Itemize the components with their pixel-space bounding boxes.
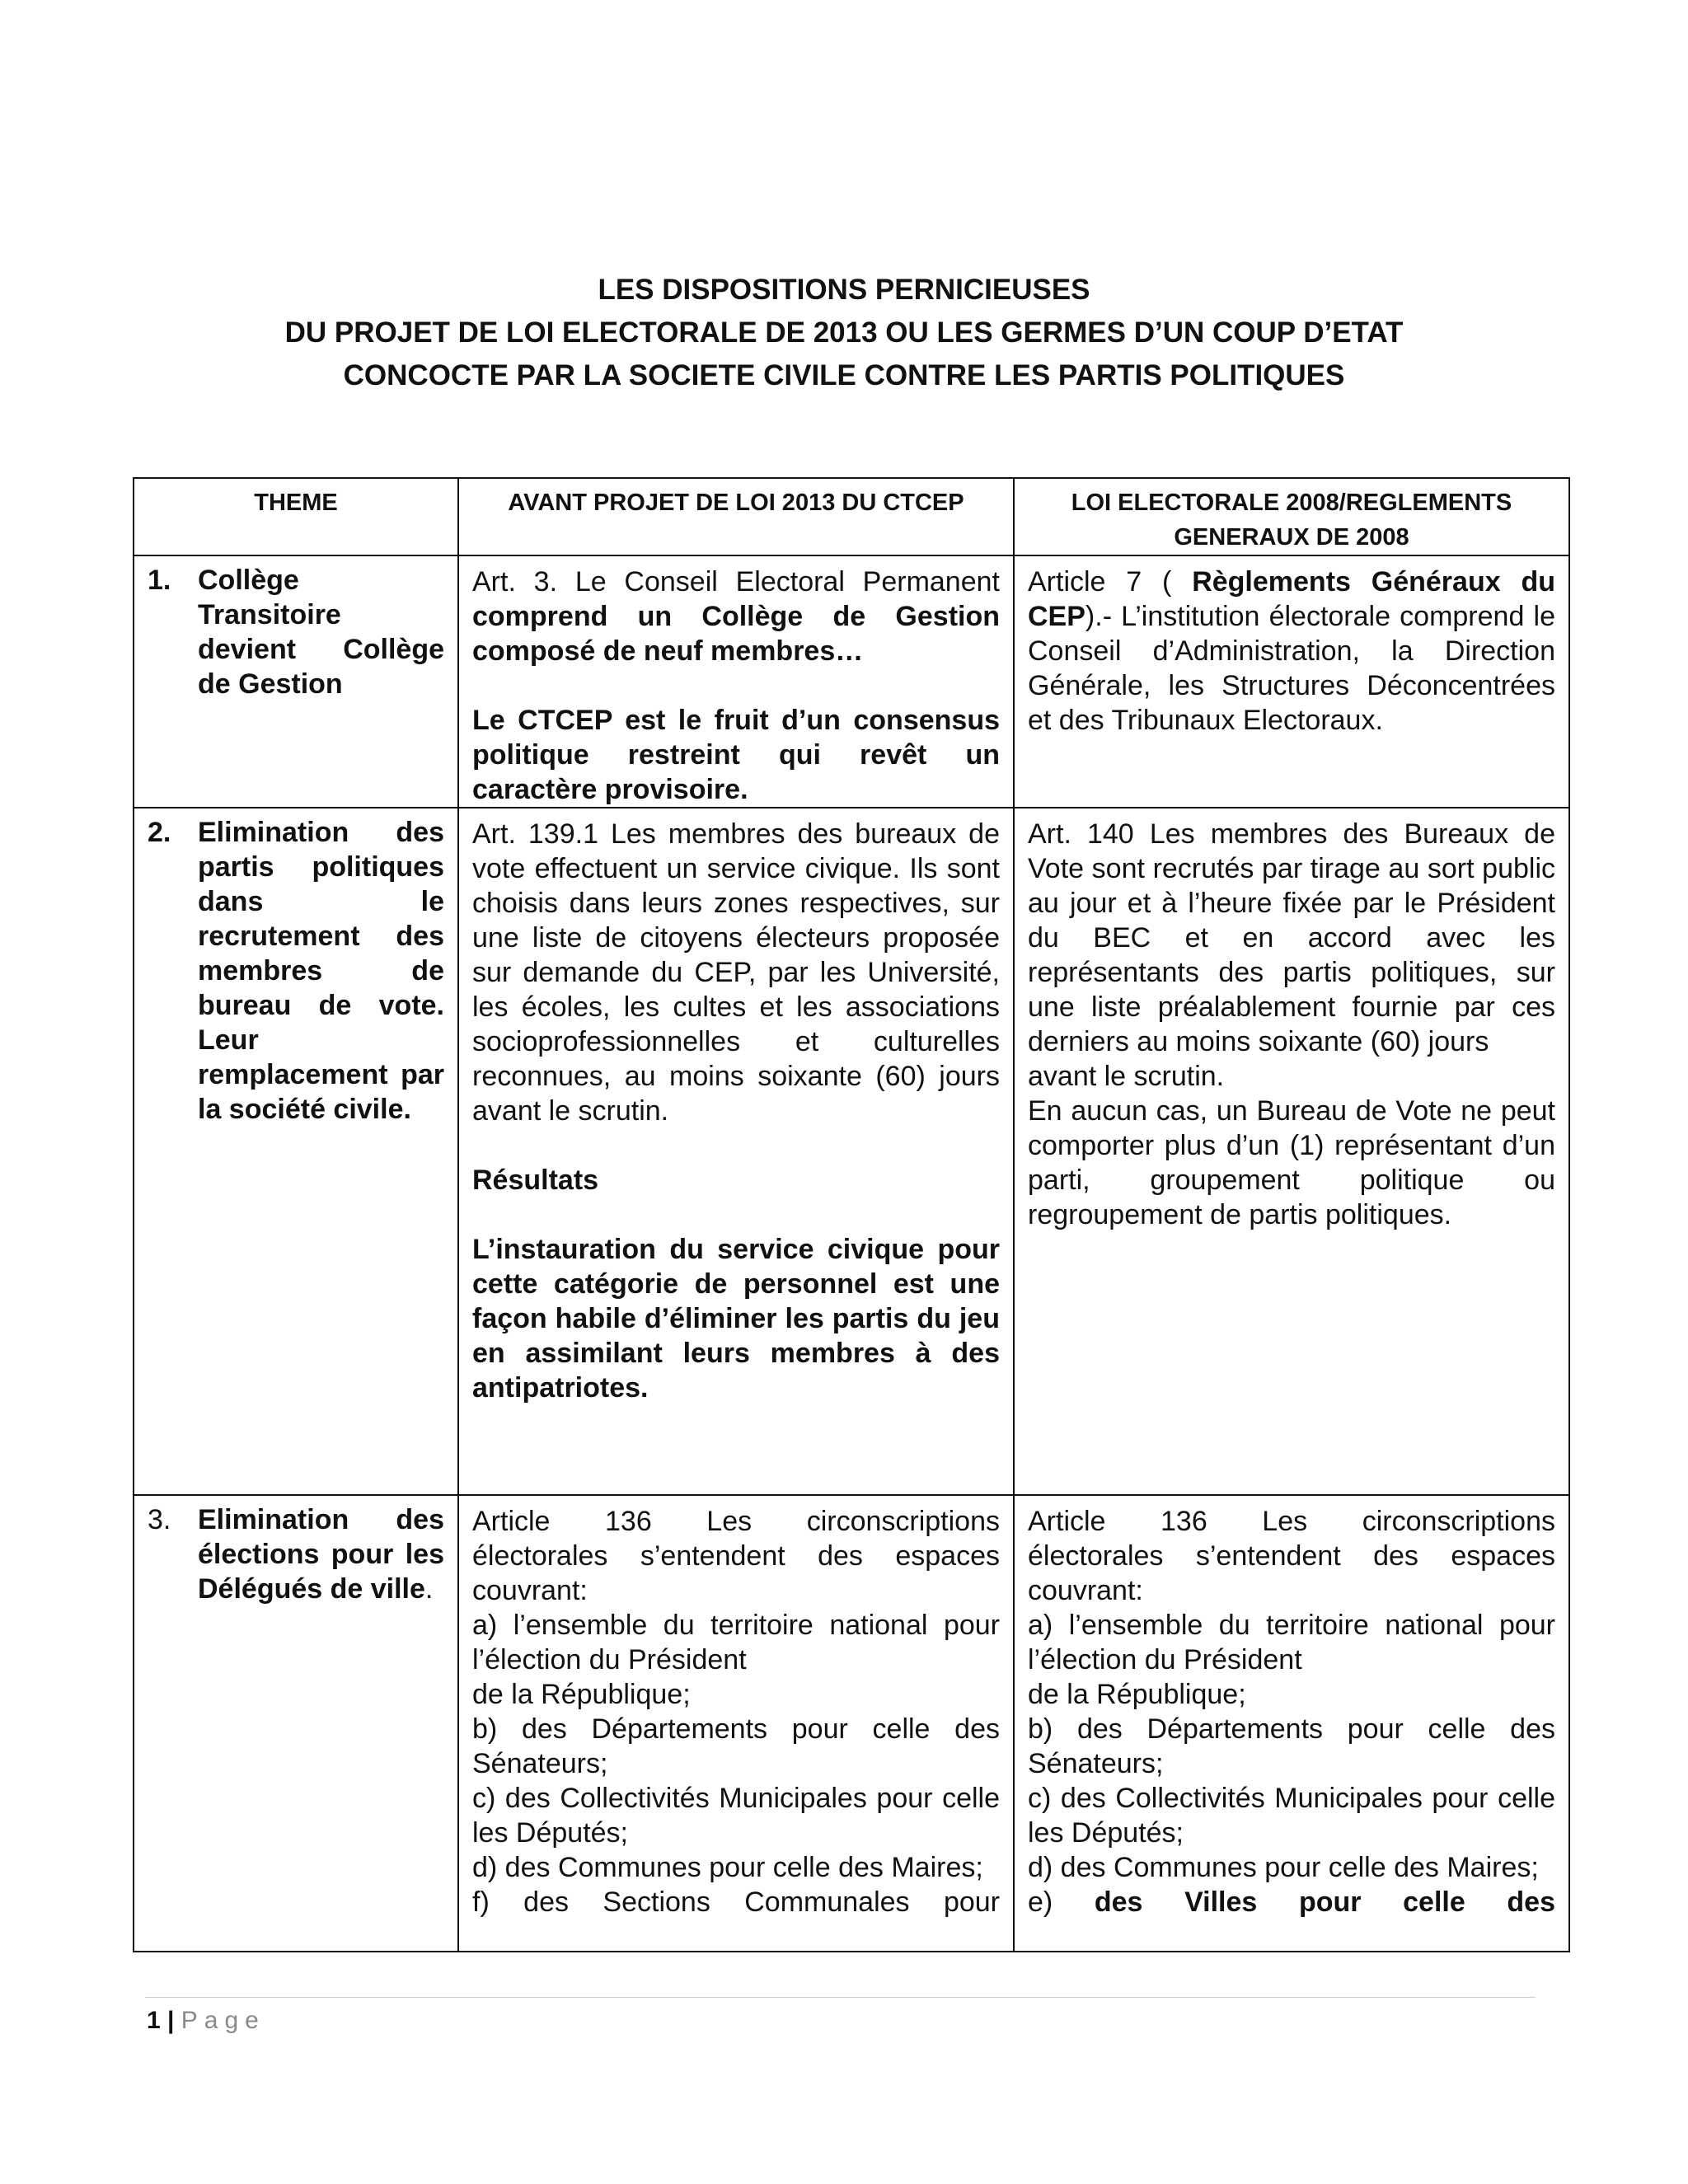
loi-paragraph: En aucun cas, un Bureau de Vote ne peut comporter plus d’un (1) représentant d’un parti, groupement politique ou regroupement de partis politiques. [1028, 1095, 1555, 1230]
loi-text: ).- L’institution électorale comprend le Conseil d’Administration, la Direction Générale, les Structures Déconcentrées et des Tribunaux Electoraux. [1028, 601, 1555, 736]
header-row [134, 478, 1569, 555]
loi-paragraph: Art. 140 Les membres des Bureaux de Vote sont recrutés par tirage au sort public au jour et à l’heure fixée par le Président du BEC et en accord avec les représentants des partis politiques, sur une liste préalablement fournie par ces derniers au moins soixante (60) jours [1028, 818, 1555, 1057]
loi-text: Article 7 ( [1028, 566, 1193, 598]
list-item-prefix: e) [1028, 1886, 1095, 1918]
list-item: d) des Communes pour celle des Maires; [1028, 1852, 1539, 1883]
results-heading: Résultats [472, 1165, 599, 1196]
list-item: Article 136 Les circonscriptions électorales s’entendent des espaces couvrant: [1028, 1506, 1555, 1606]
table-row [134, 808, 1569, 1495]
avant-text-bold: comprend un Collège de Gestion composé de neuf membres… [472, 601, 1000, 667]
page-label: Page [181, 2007, 265, 2034]
list-item: Article 136 Les circonscriptions électorales s’entendent des espaces couvrant: [472, 1506, 1000, 1606]
title-line-1: LES DISPOSITIONS PERNICIEUSES [598, 274, 1090, 306]
list-item: de la République; [1028, 1679, 1246, 1710]
loi-cell [1014, 1495, 1569, 1952]
loi-paragraph [1028, 565, 1555, 738]
footer-divider [145, 1997, 1536, 1998]
avant-text: Art. 3. Le Conseil Electoral Permanent [472, 566, 1000, 598]
avant-paragraph-bold: L’instauration du service civique pour cette catégorie de personnel est une façon habile d’éliminer les partis du jeu en assimilant leurs membres à des antipatriotes. [472, 1234, 1000, 1404]
list-item: c) des Collectivités Municipales pour celle les Députés; [1028, 1783, 1555, 1849]
list-item: a) l’ensemble du territoire national pour l’élection du Président [1028, 1610, 1555, 1675]
header-loi-electorale: LOI ELECTORALE 2008/REGLEMENTS GENERAUX DE 2008 [1014, 478, 1569, 555]
list-item: d) des Communes pour celle des Maires; [472, 1852, 983, 1883]
loi-paragraph: avant le scrutin. [1028, 1061, 1225, 1092]
theme-text: Elimination des élections pour les Délégués de ville [198, 1504, 444, 1605]
list-item [1028, 1885, 1555, 1919]
avant-paragraph-bold: Le CTCEP est le fruit d’un consensus politique restreint qui revêt un caractère provisoire. [472, 705, 1000, 805]
theme-text: Collège Transitoire devient Collège de Gestion [198, 565, 444, 700]
theme-text-tail: . [424, 1573, 434, 1605]
table-row [134, 555, 1569, 808]
page-number: 1 [147, 2007, 161, 2034]
list-item: a) l’ensemble du territoire national pour l’élection du Président [472, 1610, 1000, 1675]
avant-projet-cell [458, 1495, 1014, 1952]
loi-cell [1014, 808, 1569, 1495]
header-theme: THEME [134, 478, 458, 555]
page-footer [147, 2004, 265, 2037]
theme-cell [134, 808, 458, 1495]
theme-text: Elimination des partis politiques dans le recrutement des membres de bureau de vote. Leur remplacement par la société civile. [198, 817, 444, 1125]
list-item: f) des Sections Communales pour [472, 1886, 1000, 1918]
list-item: de la République; [472, 1679, 691, 1710]
avant-projet-cell [458, 555, 1014, 808]
list-item: b) des Départements pour celle des Sénateurs; [1028, 1713, 1555, 1779]
list-item-bold: des Villes pour celle des [1094, 1886, 1555, 1918]
loi-cell [1014, 555, 1569, 808]
row-number: 3. [148, 1504, 171, 1535]
list-item: c) des Collectivités Municipales pour celle les Députés; [472, 1783, 1000, 1849]
avant-projet-cell [458, 808, 1014, 1495]
avant-paragraph [472, 565, 1000, 668]
table-row [134, 1495, 1569, 1952]
title-line-3: CONCOCTE PAR LA SOCIETE CIVILE CONTRE LES PARTIS POLITIQUES [343, 359, 1345, 391]
theme-cell [134, 555, 458, 808]
title-line-2: DU PROJET DE LOI ELECTORALE DE 2013 OU LES GERMES D’UN COUP D’ETAT [284, 316, 1404, 349]
footer-separator: | [167, 2007, 175, 2034]
comparison-table [133, 477, 1570, 1952]
document-title [0, 269, 1688, 397]
theme-cell [134, 1495, 458, 1952]
avant-paragraph: Art. 139.1 Les membres des bureaux de vote effectuent un service civique. Ils sont choisis dans leurs zones respectives, sur une liste de citoyens électeurs proposée sur demande du CEP, par les Université, les écoles, les cultes et les associations socioprofessionnelles et culturelles reconnues, au moins soixante (60) jours avant le scrutin. [472, 818, 1000, 1127]
header-avant-projet: AVANT PROJET DE LOI 2013 DU CTCEP [458, 478, 1014, 555]
loi-text-bold: Règlements Généraux du CEP [1028, 566, 1555, 632]
row-number: 2. [148, 817, 171, 848]
list-item: b) des Départements pour celle des Sénateurs; [472, 1713, 1000, 1779]
row-number: 1. [148, 565, 171, 596]
